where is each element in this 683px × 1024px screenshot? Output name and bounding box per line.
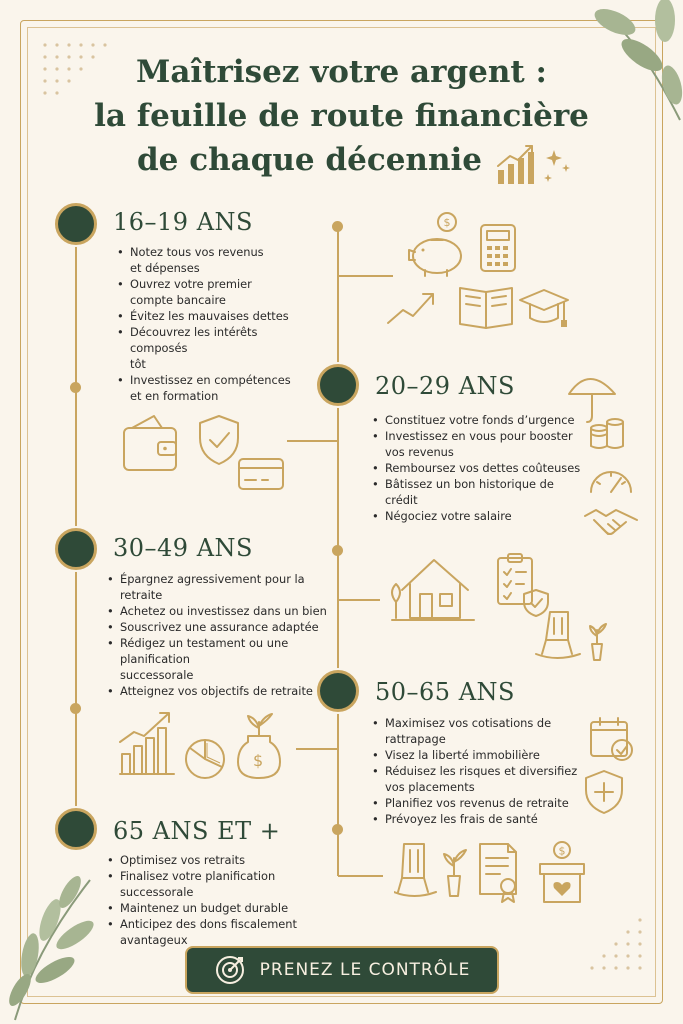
title-line-1: Maîtrisez votre argent : [136, 54, 547, 90]
growth-arrow-icon [385, 288, 440, 328]
list-item: • Anticipez des dons fiscalement avantageux [107, 916, 339, 948]
list-item: • Maintenez un budget durable [107, 900, 339, 916]
connector [287, 440, 337, 442]
list-item: • Découvrez les intérêts composés tôt [117, 324, 317, 372]
timeline-dot [70, 703, 81, 714]
list-item: • Souscrivez une assurance adaptée [107, 619, 339, 635]
stage-node-20-29 [317, 364, 359, 406]
connector [296, 748, 337, 750]
take-control-label: PRENEZ LE CONTRÔLE [259, 960, 471, 980]
wallet-icon [120, 410, 182, 476]
list-item: • Rédigez un testament ou une planification successorale [107, 635, 339, 683]
list-item: • Prévoyez les frais de santé [372, 811, 584, 827]
title-line-2: la feuille de route financière [94, 98, 589, 134]
growth-chart-sparkle-icon [496, 142, 576, 187]
svg-text:$: $ [443, 216, 451, 229]
health-shield-icon [582, 768, 626, 816]
stage-list-30-49 [107, 571, 339, 699]
list-item: • Achetez ou investissez dans un bien [107, 603, 339, 619]
svg-text:$: $ [558, 844, 566, 858]
calculator-icon [478, 222, 520, 274]
list-item: • Planifiez vos revenus de retraite [372, 795, 584, 811]
list-item: • Investissez en compétences et en formation [117, 372, 317, 404]
title-line-3: de chaque décennie [137, 142, 482, 178]
graduation-cap-icon [516, 286, 572, 332]
list-item: • Bâtissez un bon historique de crédit [372, 476, 582, 508]
connector [338, 875, 383, 877]
pie-chart-icon [182, 736, 228, 782]
target-arrow-icon [214, 954, 246, 986]
stage-title-20-29: 20–29 ANS [375, 372, 515, 400]
take-control-button[interactable] [185, 946, 499, 994]
list-item: • Négociez votre salaire [372, 508, 582, 524]
list-item: • Atteignez vos objectifs de retraite [107, 683, 339, 699]
list-item: • Finalisez votre planification successorale [107, 868, 339, 900]
list-item: • Maximisez vos cotisations de rattrapage [372, 715, 584, 747]
handshake-icon [582, 502, 640, 542]
connector [338, 275, 393, 277]
stage-node-30-49 [55, 528, 97, 570]
dot-pattern-bottom-right [575, 915, 655, 985]
stage-list-20-29 [372, 412, 582, 524]
house-icon [388, 552, 478, 626]
rocking-chair-plant-icon [532, 604, 612, 664]
stage-list-65-plus [107, 852, 339, 948]
open-book-icon [456, 282, 518, 330]
calendar-check-icon [588, 716, 636, 764]
bar-chart-growth-icon [116, 708, 178, 778]
svg-text:$: $ [253, 751, 264, 770]
stage-list-16-19 [117, 244, 317, 404]
gift-box-heart-icon [536, 840, 588, 906]
stage-node-16-19 [55, 203, 97, 245]
timeline-dot [332, 221, 343, 232]
umbrella-coins-icon [565, 368, 627, 456]
stage-title-30-49: 30–49 ANS [113, 534, 253, 562]
stage-title-16-19: 16–19 ANS [113, 208, 253, 236]
rocking-chair-plant-icon [394, 838, 474, 904]
piggy-bank-icon [405, 210, 475, 280]
certificate-icon [476, 840, 522, 904]
list-item: • Ouvrez votre premier compte bancaire [117, 276, 317, 308]
list-item: • Visez la liberté immobilière [372, 747, 584, 763]
timeline-dot [332, 545, 343, 556]
leaf-branch-bottom-left-icon [0, 860, 110, 1024]
gauge-icon [587, 460, 635, 496]
list-item: • Investissez en vous pour booster vos revenus [372, 428, 582, 460]
stage-node-65-plus [55, 808, 97, 850]
stage-title-50-65: 50–65 ANS [375, 678, 515, 706]
list-item: • Optimisez vos retraits [107, 852, 339, 868]
connector [338, 599, 380, 601]
list-item: • Réduisez les risques et diversifiez vos placements [372, 763, 584, 795]
credit-card-icon [236, 456, 286, 492]
list-item: • Remboursez vos dettes coûteuses [372, 460, 582, 476]
stage-title-65-plus: 65 ANS ET + [113, 817, 281, 845]
list-item: • Épargnez agressivement pour la retraite [107, 571, 339, 603]
stage-node-50-65 [317, 670, 359, 712]
stage-list-50-65 [372, 715, 584, 827]
money-jar-sprout-icon [234, 712, 284, 784]
timeline-dot [332, 824, 343, 835]
list-item: • Évitez les mauvaises dettes [117, 308, 317, 324]
timeline-left-spine [75, 222, 77, 832]
list-item: • Notez tous vos revenus et dépenses [117, 244, 317, 276]
list-item: • Constituez votre fonds d’urgence [372, 412, 582, 428]
timeline-dot [70, 382, 81, 393]
